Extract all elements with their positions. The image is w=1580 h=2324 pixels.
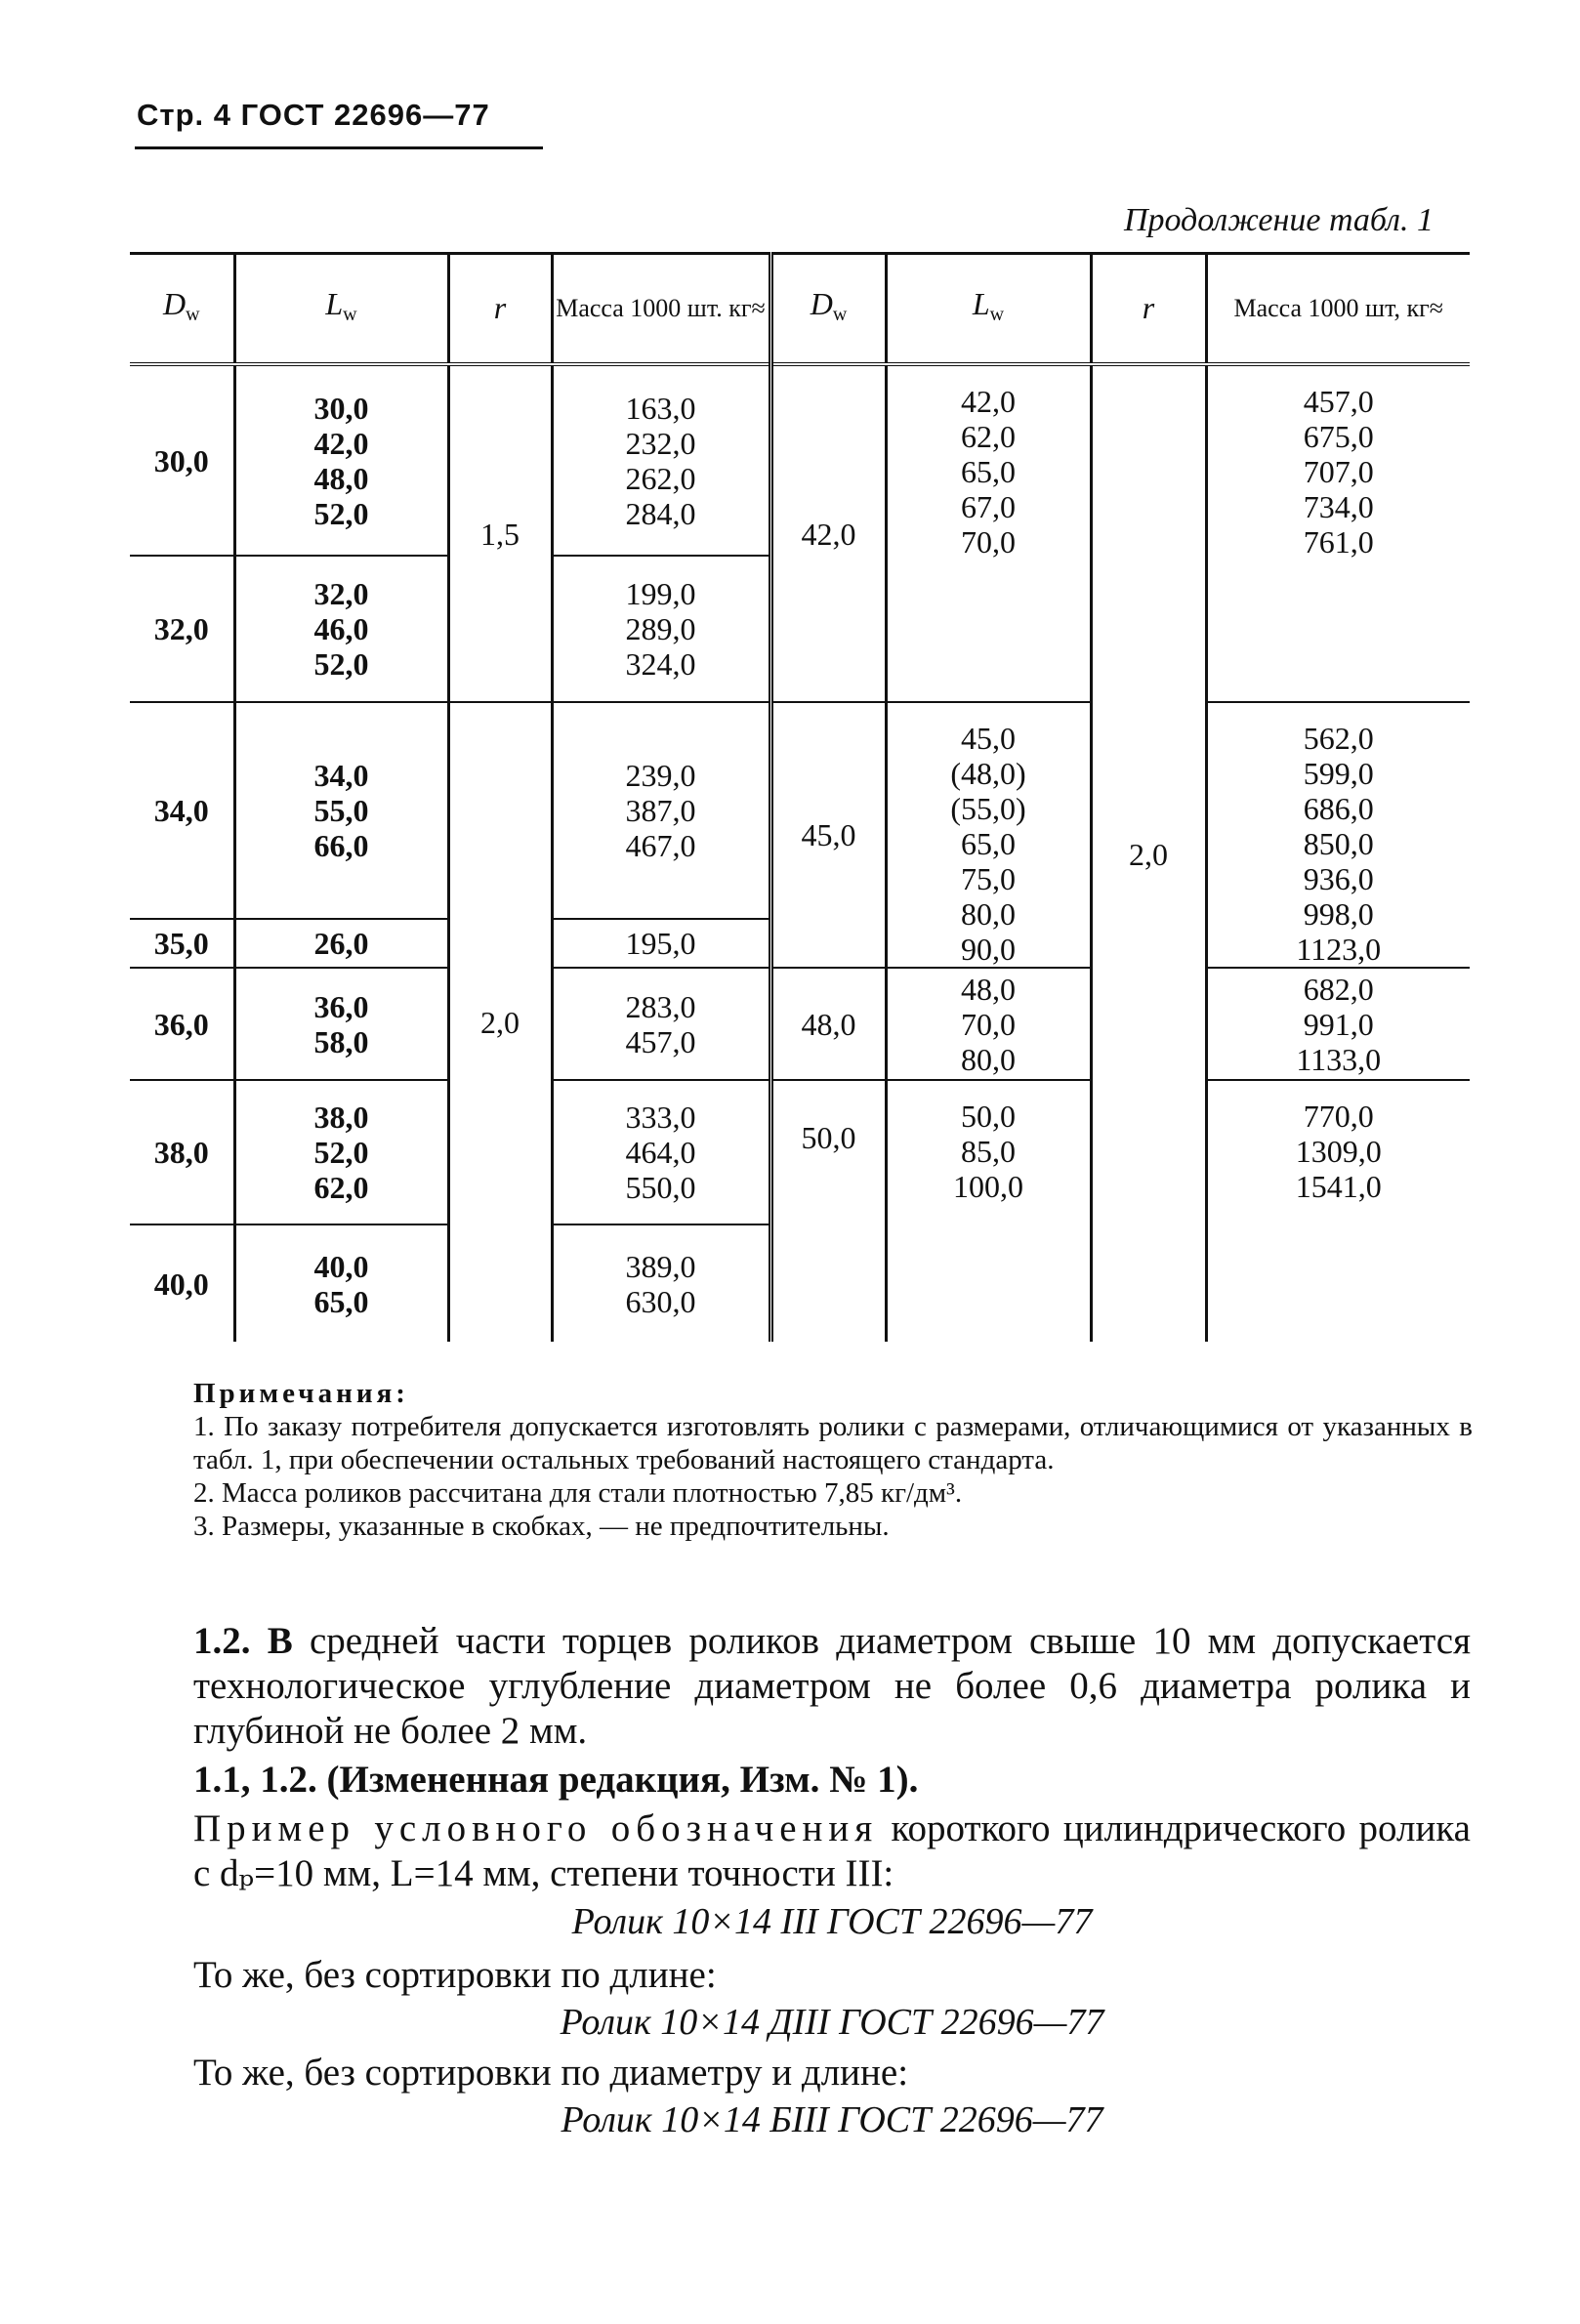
dw-cell-2: 42,0 [770,364,886,702]
lw-cell: 32,0 46,0 52,0 [234,556,448,702]
lw-cell: 36,0 58,0 [234,968,448,1080]
lw-cell: 34,0 55,0 66,0 [234,702,448,919]
lw-cell-2: 42,0 62,0 65,0 67,0 70,0 [886,364,1091,702]
table-caption: Продолжение табл. 1 [1123,202,1434,238]
lw-cell-2: 48,0 70,0 80,0 [886,968,1091,1080]
note-3: 3. Размеры, указанные в скобках, — не предпочтительны. [193,1511,890,1542]
mass-cell: 239,0 387,0 467,0 [552,702,770,919]
dw-cell: 35,0 [130,919,234,968]
dw-cell-2: 45,0 [770,702,886,968]
dimension-table [130,252,1470,1319]
mass-cell: 389,0 630,0 [552,1224,770,1342]
lw-cell-2: 50,0 85,0 100,0 [886,1080,1091,1342]
same-no-length-sort: То же, без сортировки по длине: [193,1954,717,1996]
dw-cell: 32,0 [130,556,234,702]
mass-cell-2: 770,0 1309,0 1541,0 [1206,1080,1470,1342]
lw-cell: 38,0 52,0 62,0 [234,1080,448,1224]
notes-block [193,1377,1473,1543]
header-rule [135,146,543,149]
mass-cell-2: 682,0 991,0 1133,0 [1206,968,1470,1080]
note-1: 1. По заказу потребителя допускается изготовлять ролики с размерами, отличающимися от указанных в табл. 1, при обеспечении остальных требований настоящего стандарта. [193,1411,1473,1475]
header-lw-2: $L_w$ [886,254,1091,365]
example-paragraph: Пример условного обозначения короткого цилиндрического ролика с dₚ=10 мм, L=14 мм, степени точности III: [193,1807,1471,1894]
r-cell: 2,0 [448,702,552,1342]
dw-cell-2: 50,0 [770,1080,886,1342]
mass-cell: 195,0 [552,919,770,968]
designation-2: Ролик 10×14 ДIII ГОСТ 22696—77 [560,2002,1104,2043]
dw-cell-2: 48,0 [770,968,886,1080]
lw-cell-2: 45,0 (48,0) (55,0) 65,0 75,0 80,0 90,0 [886,702,1091,968]
paragraph-1-2: 1.2. В средней части торцев роликов диаметром свыше 10 мм допускается технологическое углубление диаметром не более 0,6 диаметра ролика и глубиной не более 2 мм. [193,1620,1472,1752]
header-mass: Масса 1000 шт. кг≈ [552,254,770,365]
designation-3: Ролик 10×14 БIII ГОСТ 22696—77 [561,2099,1103,2140]
header-dw-2: $D_w$ [770,254,886,365]
dw-cell: 34,0 [130,702,234,919]
page-header: Стр. 4 ГОСТ 22696—77 [137,98,490,132]
header-dw: $D_w$ [130,254,234,365]
header-mass-2: Масса 1000 шт, кг≈ [1206,254,1470,365]
designation-1: Ролик 10×14 III ГОСТ 22696—77 [571,1901,1093,1942]
mass-cell-2: 457,0 675,0 707,0 734,0 761,0 [1206,364,1470,702]
dw-cell: 38,0 [130,1080,234,1224]
mass-cell: 283,0 457,0 [552,968,770,1080]
dw-cell: 36,0 [130,968,234,1080]
mass-cell-2: 562,0 599,0 686,0 850,0 936,0 998,0 1123,0 [1206,702,1470,968]
lw-cell: 30,0 42,0 48,0 52,0 [234,364,448,556]
lw-cell: 26,0 [234,919,448,968]
lw-cell: 40,0 65,0 [234,1224,448,1342]
dw-cell: 30,0 [130,364,234,556]
mass-cell: 333,0 464,0 550,0 [552,1080,770,1224]
header-lw: $L_w$ [234,254,448,365]
header-r-2: r [1091,254,1206,365]
dw-cell: 40,0 [130,1224,234,1342]
same-no-diameter-length-sort: То же, без сортировки по диаметру и длине: [193,2052,909,2094]
notes-title: Примечания: [193,1378,409,1409]
mass-cell: 199,0 289,0 324,0 [552,556,770,702]
header-r: r [448,254,552,365]
amendment-note: 1.1, 1.2. (Измененная редакция, Изм. № 1). [193,1759,919,1801]
mass-cell: 163,0 232,0 262,0 284,0 [552,364,770,556]
r-cell-2: 2,0 [1091,364,1206,1342]
r-cell: 1,5 [448,364,552,702]
note-2: 2. Масса роликов рассчитана для стали плотностью 7,85 кг/дм³. [193,1477,963,1509]
